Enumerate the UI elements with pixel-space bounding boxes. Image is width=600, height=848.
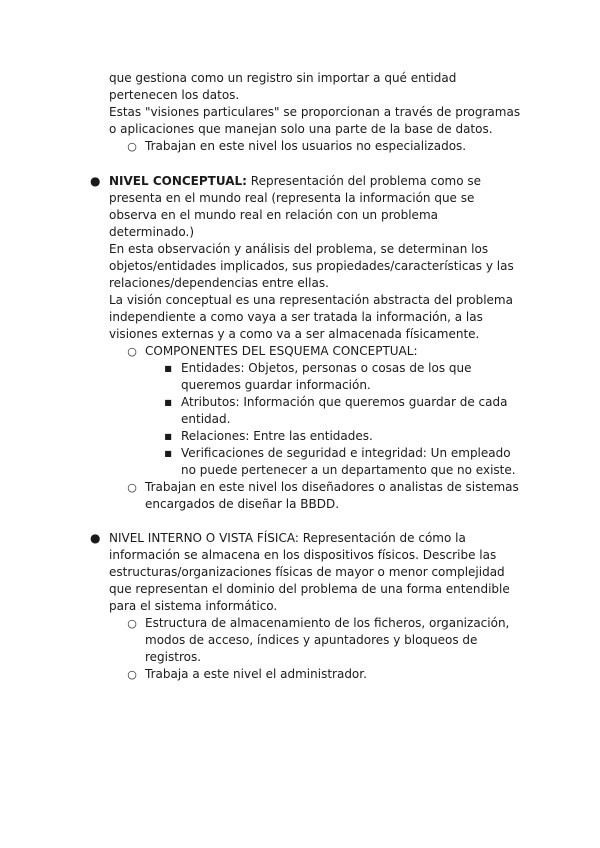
hollow-circle-bullet-icon: ○: [127, 481, 137, 494]
hollow-circle-bullet-icon: ○: [127, 617, 137, 630]
list-item: [0, 428, 600, 445]
text-line: visiones externas y a como va a ser almacenada físicamente.: [109, 327, 480, 341]
filled-circle-bullet-icon: ●: [90, 174, 101, 188]
components-title: COMPONENTES DEL ESQUEMA CONCEPTUAL:: [145, 344, 418, 358]
square-bullet-icon: ■: [164, 398, 172, 407]
text-line: pertenecen los datos.: [109, 88, 240, 102]
text-line: para el sistema informático.: [109, 599, 278, 613]
list-item-text: Trabajan en este nivel los diseñadores o analistas de sistemas: [145, 480, 519, 494]
list-item: [0, 666, 600, 683]
list-item-text: Relaciones: Entre las entidades.: [181, 429, 373, 443]
text-line: determinado.): [109, 225, 195, 239]
hollow-circle-bullet-icon: ○: [127, 668, 137, 681]
section-heading: NIVEL CONCEPTUAL:: [109, 174, 247, 188]
text-line: independiente a como vaya a ser tratada la información, a las: [109, 310, 483, 324]
text-line: encargados de diseñar la BBDD.: [145, 497, 340, 511]
text-line: que representan el dominio del problema de una forma entendible: [109, 582, 510, 596]
text-line: relaciones/dependencias entre ellas.: [109, 276, 329, 290]
list-item-text: Entidades: Objetos, personas o cosas de los que: [181, 361, 472, 375]
text-line: o aplicaciones que manejan solo una parte de la base de datos.: [109, 122, 493, 136]
text-line: no puede pertenecer a un departamento que no existe.: [181, 463, 516, 477]
list-item: [0, 173, 600, 190]
list-item: [0, 445, 600, 462]
text-line: Representación del problema como se: [246, 174, 482, 188]
square-bullet-icon: ■: [164, 364, 172, 373]
text-line: estructuras/organizaciones físicas de mayor o menor complejidad: [109, 565, 505, 579]
text-line: entidad.: [181, 412, 231, 426]
square-bullet-icon: ■: [164, 432, 172, 441]
text-line: NIVEL INTERNO O VISTA FÍSICA: Representación de cómo la: [109, 531, 466, 545]
square-bullet-icon: ■: [164, 449, 172, 458]
list-item-text: Estructura de almacenamiento de los ficheros, organización,: [145, 616, 510, 630]
text-line: información se almacena en los dispositivos físicos. Describe las: [109, 548, 497, 562]
list-item-text: Atributos: Información que queremos guardar de cada: [181, 395, 508, 409]
hollow-circle-bullet-icon: ○: [127, 140, 137, 153]
list-item-text: Trabajan en este nivel los usuarios no especializados.: [145, 139, 467, 153]
text-line: presenta en el mundo real (representa la información que se: [109, 191, 475, 205]
filled-circle-bullet-icon: ●: [90, 531, 101, 545]
list-item-text: Verificaciones de seguridad e integridad: Un empleado: [181, 446, 511, 460]
text-line: modos de acceso, índices y apuntadores y bloqueos de: [145, 633, 478, 647]
text-line: La visión conceptual es una representación abstracta del problema: [109, 293, 513, 307]
text-line: Estas "visiones particulares" se proporcionan a través de programas: [109, 105, 521, 119]
intro-paragraph: [0, 70, 600, 155]
hollow-circle-bullet-icon: ○: [127, 345, 137, 358]
text-line: objetos/entidades implicados, sus propiedades/características y las: [109, 259, 514, 273]
conceptual-level-section: [0, 173, 600, 513]
list-item: [0, 530, 600, 547]
text-line: que gestiona como un registro sin importar a qué entidad: [109, 71, 457, 85]
list-item: [0, 138, 600, 155]
list-item: [0, 615, 600, 632]
list-item: [0, 343, 600, 360]
text-line: registros.: [145, 650, 202, 664]
list-item-text: Trabaja a este nivel el administrador.: [145, 667, 367, 681]
list-item: [0, 479, 600, 496]
list-item: [0, 360, 600, 377]
text-line: En esta observación y análisis del problema, se determinan los: [109, 242, 489, 256]
text-line: queremos guardar información.: [181, 378, 371, 392]
text-line: observa en el mundo real en relación con un problema: [109, 208, 438, 222]
list-item: [0, 394, 600, 411]
internal-level-section: [0, 530, 600, 683]
